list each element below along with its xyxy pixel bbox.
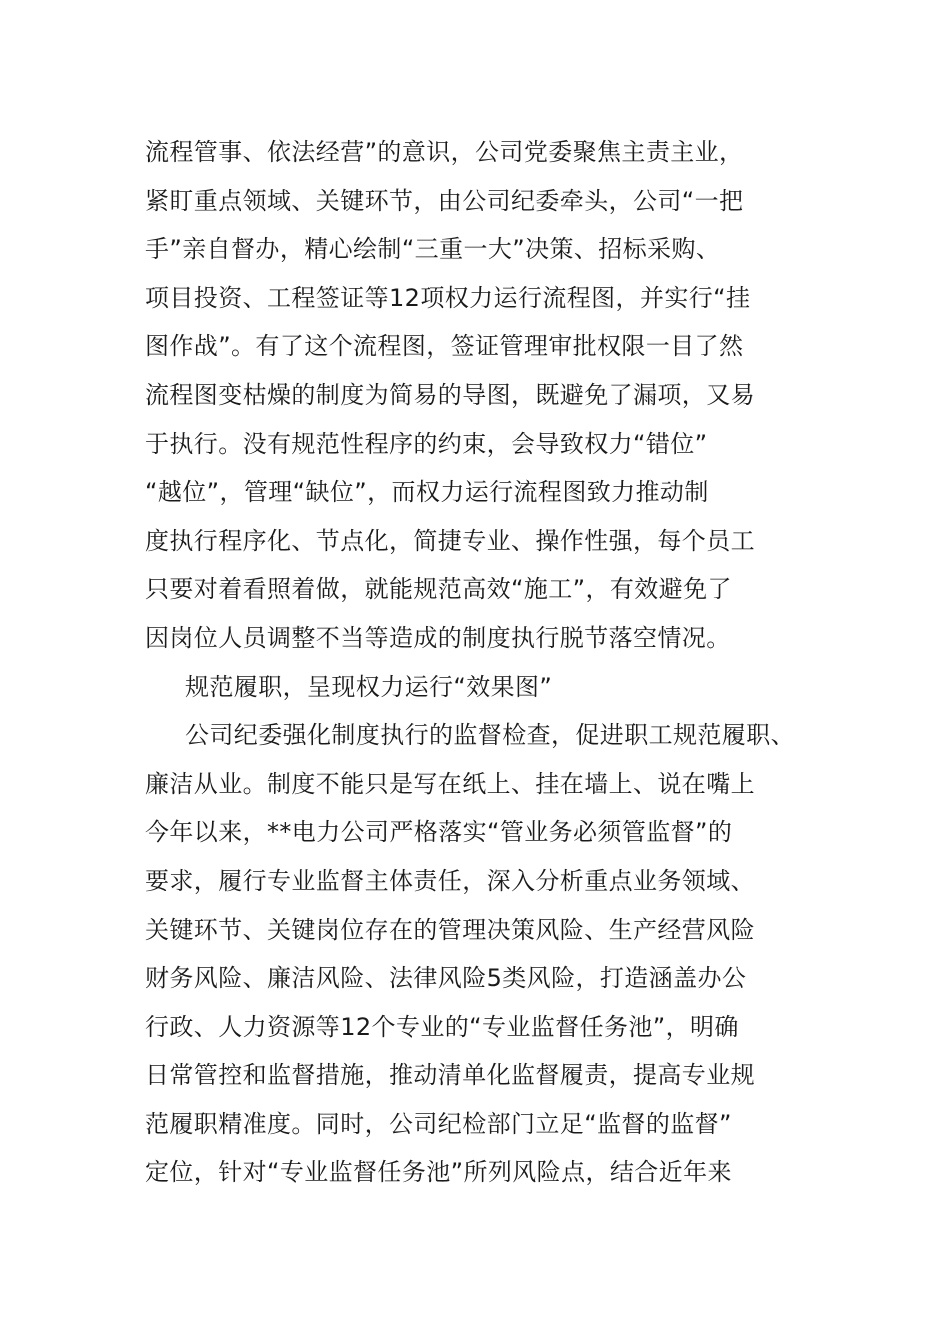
text-line: 公司纪委强化制度执行的监督检查，促进职工规范履职、 [185, 721, 795, 750]
text-line: 于执行。没有规范性程序的约束，会导致权力“错位” [145, 429, 708, 458]
section-heading: 规范履职，呈现权力运行“效果图” [185, 672, 553, 701]
text-line: 今年以来，**电力公司严格落实“管业务必须管监督”的 [145, 818, 733, 847]
text-line: 流程管事、依法经营”的意识，公司党委聚焦主责主业， [145, 138, 744, 166]
text-line: 手”亲自督办，精心绘制“三重一大”决策、招标采购、 [145, 235, 721, 264]
text-line: 日常管控和监督措施，推动清单化监督履责，提高专业规 [145, 1061, 755, 1090]
text-line: 紧盯重点领域、关键环节，由公司纪委牵头，公司“一把 [145, 186, 744, 215]
text-line: 项目投资、工程签证等12项权力运行流程图，并实行“挂 [145, 283, 751, 312]
body-text [145, 128, 845, 1197]
text-line: 财务风险、廉洁风险、法律风险5类风险，打造涵盖办公 [145, 964, 747, 993]
text-line: 流程图变枯燥的制度为简易的导图，既避免了漏项，又易 [145, 380, 755, 409]
text-line: 定位，针对“专业监督任务池”所列风险点，结合近年来 [145, 1158, 732, 1187]
text-line: 因岗位人员调整不当等造成的制度执行脱节落空情况。 [145, 623, 731, 652]
text-line: 范履职精准度。同时，公司纪检部门立足“监督的监督” [145, 1109, 732, 1138]
text-line: 要求，履行专业监督主体责任，深入分析重点业务领域、 [145, 866, 755, 895]
text-line: 只要对着看照着做，就能规范高效“施工”，有效避免了 [145, 575, 732, 604]
text-line: 关键环节、关键岗位存在的管理决策风险、生产经营风险 [145, 915, 755, 944]
text-line: 廉洁从业。制度不能只是写在纸上、挂在墙上、说在嘴上 [145, 769, 755, 798]
text-line: 图作战”。有了这个流程图，签证管理审批权限一目了然 [145, 332, 744, 361]
text-line: 行政、人力资源等12个专业的“专业监督任务池”，明确 [145, 1012, 739, 1041]
text-line: “越位”，管理“缺位”，而权力运行流程图致力推动制 [145, 478, 709, 507]
text-line: 度执行程序化、节点化，简捷专业、操作性强，每个员工 [145, 526, 755, 555]
